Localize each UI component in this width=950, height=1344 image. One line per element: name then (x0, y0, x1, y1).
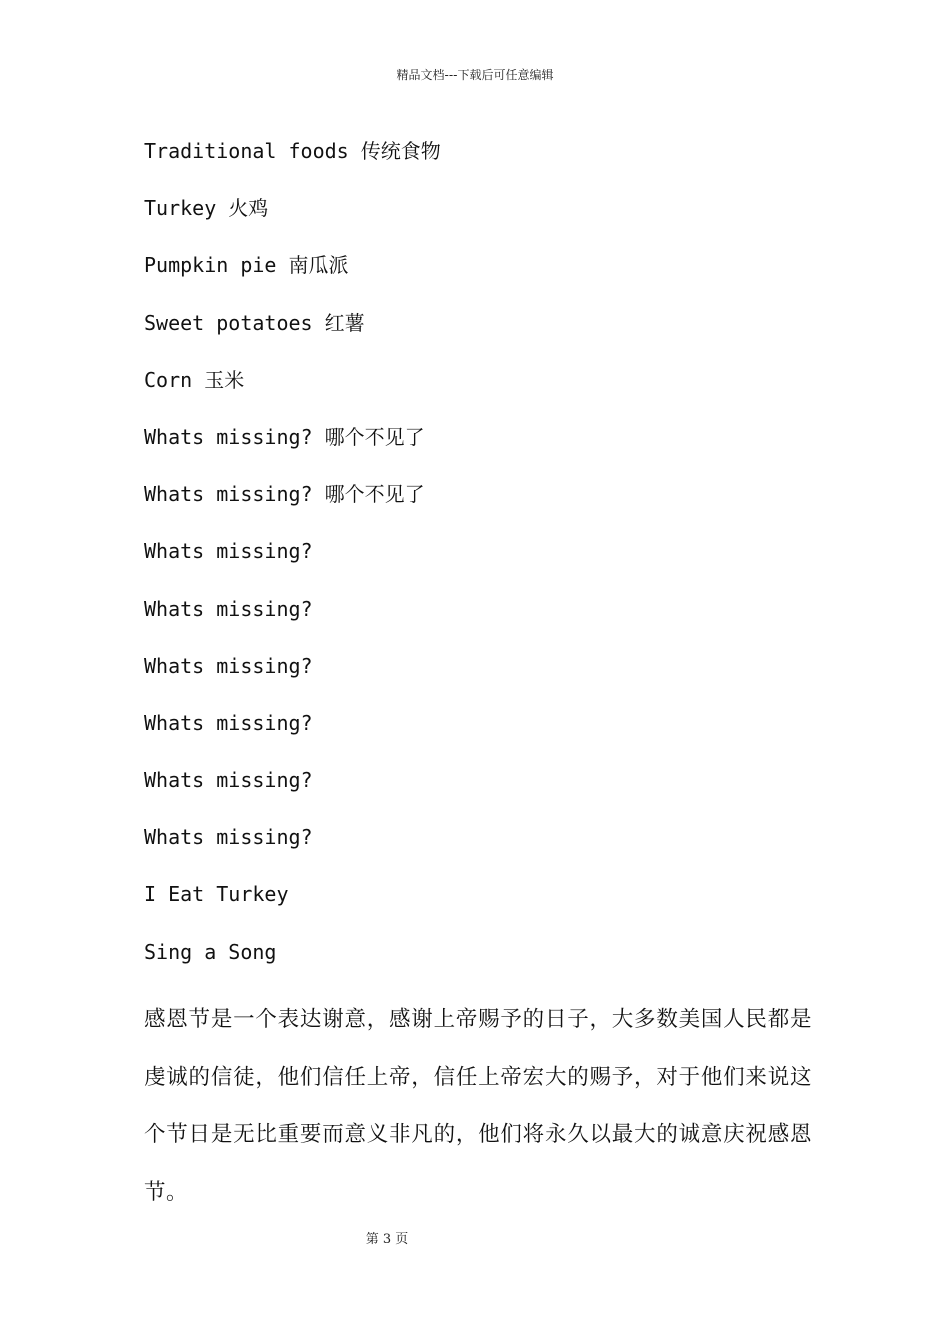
body-paragraph: 感恩节是一个表达谢意，感谢上帝赐予的日子，大多数美国人民都是虔诚的信徒，他们信任上帝，信任上帝宏大的赐予，对于他们来说这个节日是无比重要而意义非凡的，他们将永久以最大的诚意庆祝感恩节。 (144, 1007, 812, 1205)
text-line: Corn 玉米 (144, 367, 245, 392)
text-line: Turkey 火鸡 (144, 196, 269, 221)
text-line: Pumpkin pie 南瓜派 (144, 253, 349, 278)
page-number: 第 3 页 (365, 1232, 409, 1247)
text-line: Traditional foods 传统食物 (144, 139, 441, 163)
text-line: Sweet potatoes 红薯 (144, 310, 365, 335)
text-line: I Eat Turkey (144, 882, 289, 907)
page-header: 精品文档---下载后可任意编辑 (396, 68, 554, 82)
text-line: Whats missing? (144, 710, 313, 735)
text-line: Whats missing? 哪个不见了 (144, 482, 425, 507)
text-line: Sing a Song (144, 939, 277, 964)
document-lines (144, 134, 824, 992)
text-line: Whats missing? (144, 825, 313, 850)
text-line: Whats missing? (144, 768, 313, 793)
text-line: Whats missing? (144, 596, 313, 621)
text-line: Whats missing? (144, 653, 313, 678)
text-line: Whats missing? 哪个不见了 (144, 424, 425, 449)
text-line: Whats missing? (144, 539, 313, 564)
